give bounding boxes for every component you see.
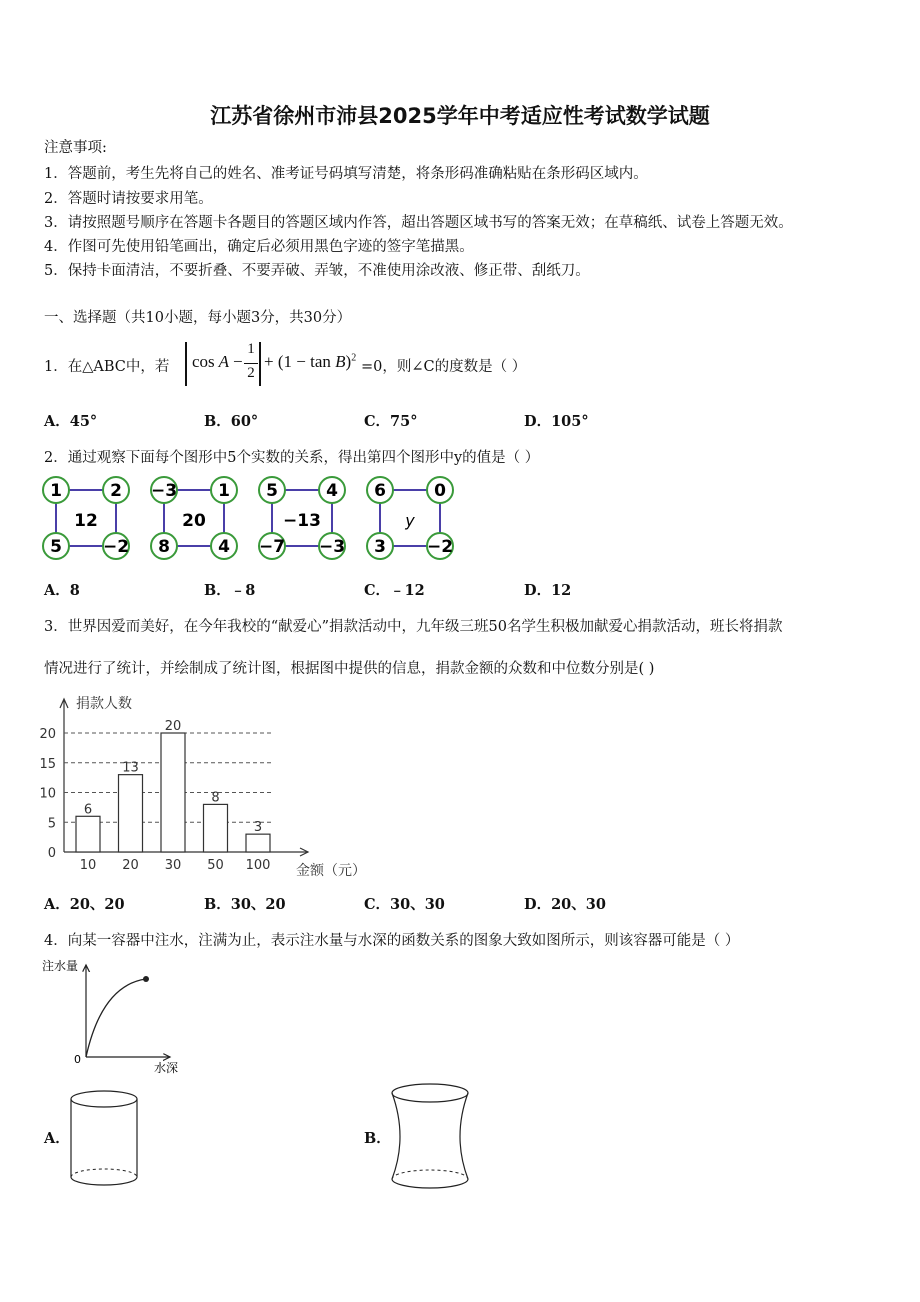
graph-origin: 0 — [74, 1053, 81, 1066]
bar-value-label: 3 — [253, 820, 263, 836]
x-tick-label: 20 — [122, 858, 139, 873]
number-square-figure — [259, 477, 345, 559]
q3-option-c[interactable]: C．30、30 — [364, 896, 445, 913]
abs-bar-right — [259, 342, 261, 386]
section-heading: 一、选择题（共10小题，每小题3分，共30分） — [44, 310, 352, 326]
q1-option-d[interactable]: D．105° — [524, 413, 589, 430]
number-square-figure — [367, 477, 453, 559]
bar — [161, 733, 185, 852]
corner-number: 6 — [374, 481, 386, 501]
notice-item: 1．答题前，考生先将自己的姓名、准考证号码填写清楚，将条形码准确粘贴在条形码区域内。 — [44, 166, 648, 182]
corner-number: −7 — [258, 537, 286, 557]
q4-graph — [40, 955, 200, 1075]
bar — [119, 775, 143, 852]
q2-option-b[interactable]: B．﹣8 — [204, 582, 256, 599]
q3-option-a[interactable]: A．20、20 — [44, 896, 125, 913]
corner-number: 5 — [266, 481, 278, 501]
center-value: y — [405, 511, 415, 530]
q3-line2: 情况进行了统计，并绘制成了统计图，根据图中提供的信息，捐款金额的众数和中位数分别是( ) — [44, 661, 655, 677]
q1-plus: + — [264, 352, 274, 371]
q1-option-a[interactable]: A．45° — [44, 413, 98, 430]
corner-number: −2 — [102, 537, 130, 557]
chart-ylabel: 捐款人数 — [76, 696, 132, 712]
corner-number: 3 — [374, 537, 386, 557]
q1-option-c[interactable]: C．75° — [364, 413, 418, 430]
q1-paren: (1 − tan — [277, 352, 331, 371]
q1-close: ) — [345, 352, 352, 371]
y-tick-label: 15 — [39, 756, 56, 772]
notice-item: 5．保持卡面清洁，不要折叠、不要弄破、弄皱，不准使用涂改液、修正带、刮纸刀。 — [44, 263, 590, 279]
graph-curve — [86, 979, 146, 1057]
number-square-figure — [151, 477, 237, 559]
q4-option-a[interactable]: A． — [44, 1130, 70, 1147]
donation-bar-chart — [36, 690, 386, 885]
q4-text: 4．向某一容器中注水，注满为止，表示注水量与水深的函数关系的图象大致如图所示，则该容器可能是（ ） — [44, 933, 740, 949]
bar-value-label: 20 — [164, 719, 182, 734]
q1-option-b[interactable]: B．60° — [204, 413, 259, 430]
q3-option-b[interactable]: B．30、20 — [204, 896, 286, 913]
y-tick-label: 0 — [47, 846, 56, 861]
q2-option-a[interactable]: A．8 — [44, 582, 80, 599]
q2-figures — [38, 474, 458, 566]
number-square-figure — [43, 477, 129, 559]
fraction-bar — [244, 363, 258, 364]
corner-number: 1 — [50, 481, 62, 501]
corner-number: 4 — [326, 481, 338, 501]
x-tick-label: 50 — [207, 858, 224, 873]
y-tick-label: 10 — [39, 786, 56, 802]
q2-option-d[interactable]: D．12 — [524, 582, 572, 599]
graph-ylabel: 注水量 — [42, 959, 79, 973]
corner-number: −3 — [318, 537, 346, 557]
bar — [246, 834, 270, 852]
center-value: 20 — [182, 511, 206, 531]
q1-B: B — [335, 352, 346, 371]
q1-minus: − — [232, 352, 243, 371]
q4-option-b[interactable]: B． — [364, 1130, 391, 1147]
corner-number: 0 — [434, 481, 446, 501]
q3-option-d[interactable]: D．20、30 — [524, 896, 606, 913]
center-value: −13 — [283, 511, 321, 531]
hourglass-container — [384, 1075, 484, 1195]
corner-number: 4 — [218, 537, 230, 557]
bar — [204, 804, 228, 852]
notice-item: 2．答题时请按要求用笔。 — [44, 191, 213, 207]
notice-item: 4．作图可先使用铅笔画出，确定后必须用黑色字迹的签字笔描黑。 — [44, 239, 474, 255]
corner-number: 8 — [158, 537, 170, 557]
corner-number: 2 — [110, 481, 122, 501]
bar-value-label: 8 — [211, 790, 220, 806]
graph-xlabel: 水深 — [154, 1061, 179, 1075]
notice-heading: 注意事项: — [44, 140, 107, 156]
q1-exp: 2 — [351, 352, 357, 364]
chart-xlabel: 金额（元） — [296, 863, 366, 879]
abs-bar-left — [185, 342, 187, 386]
x-tick-label: 10 — [79, 858, 97, 873]
q1-A: A — [218, 352, 229, 371]
q3-line1: 3．世界因爱而美好，在今年我校的“献爱心”捐款活动中，九年级三班50名学生积极加献爱心捐款活动，班长将捐款 — [44, 619, 783, 635]
q1-den: 2 — [247, 365, 255, 381]
graph-end-point — [143, 976, 149, 982]
corner-number: −3 — [150, 481, 178, 501]
cylinder-container — [66, 1085, 146, 1195]
q2-text: 2．通过观察下面每个图形中5个实数的关系，得出第四个图形中y的值是（ ） — [44, 450, 540, 466]
page-title: 江苏省徐州市沛县2025学年中考适应性考试数学试题 — [210, 104, 710, 128]
q1-suffix: =0，则∠C的度数是（ ） — [361, 359, 527, 375]
y-tick-label: 5 — [47, 816, 56, 832]
corner-number: 5 — [50, 537, 62, 557]
q1-cos: cos — [192, 352, 215, 371]
bar — [76, 816, 100, 852]
bar-value-label: 6 — [83, 802, 93, 818]
q1-num: 1 — [247, 341, 255, 357]
q1-prefix: 1．在△ABC中，若 — [44, 359, 170, 375]
corner-number: 1 — [218, 481, 230, 501]
q2-option-c[interactable]: C．﹣12 — [364, 582, 425, 599]
x-tick-label: 100 — [245, 858, 271, 873]
x-tick-label: 30 — [164, 858, 182, 873]
notice-item: 3．请按照题号顺序在答题卡各题目的答题区域内作答，超出答题区域书写的答案无效；在草稿纸、试卷上答题无效。 — [44, 215, 793, 231]
center-value: 12 — [74, 511, 98, 531]
bar-value-label: 13 — [122, 760, 139, 776]
corner-number: −2 — [426, 537, 454, 557]
y-tick-label: 20 — [39, 727, 56, 742]
